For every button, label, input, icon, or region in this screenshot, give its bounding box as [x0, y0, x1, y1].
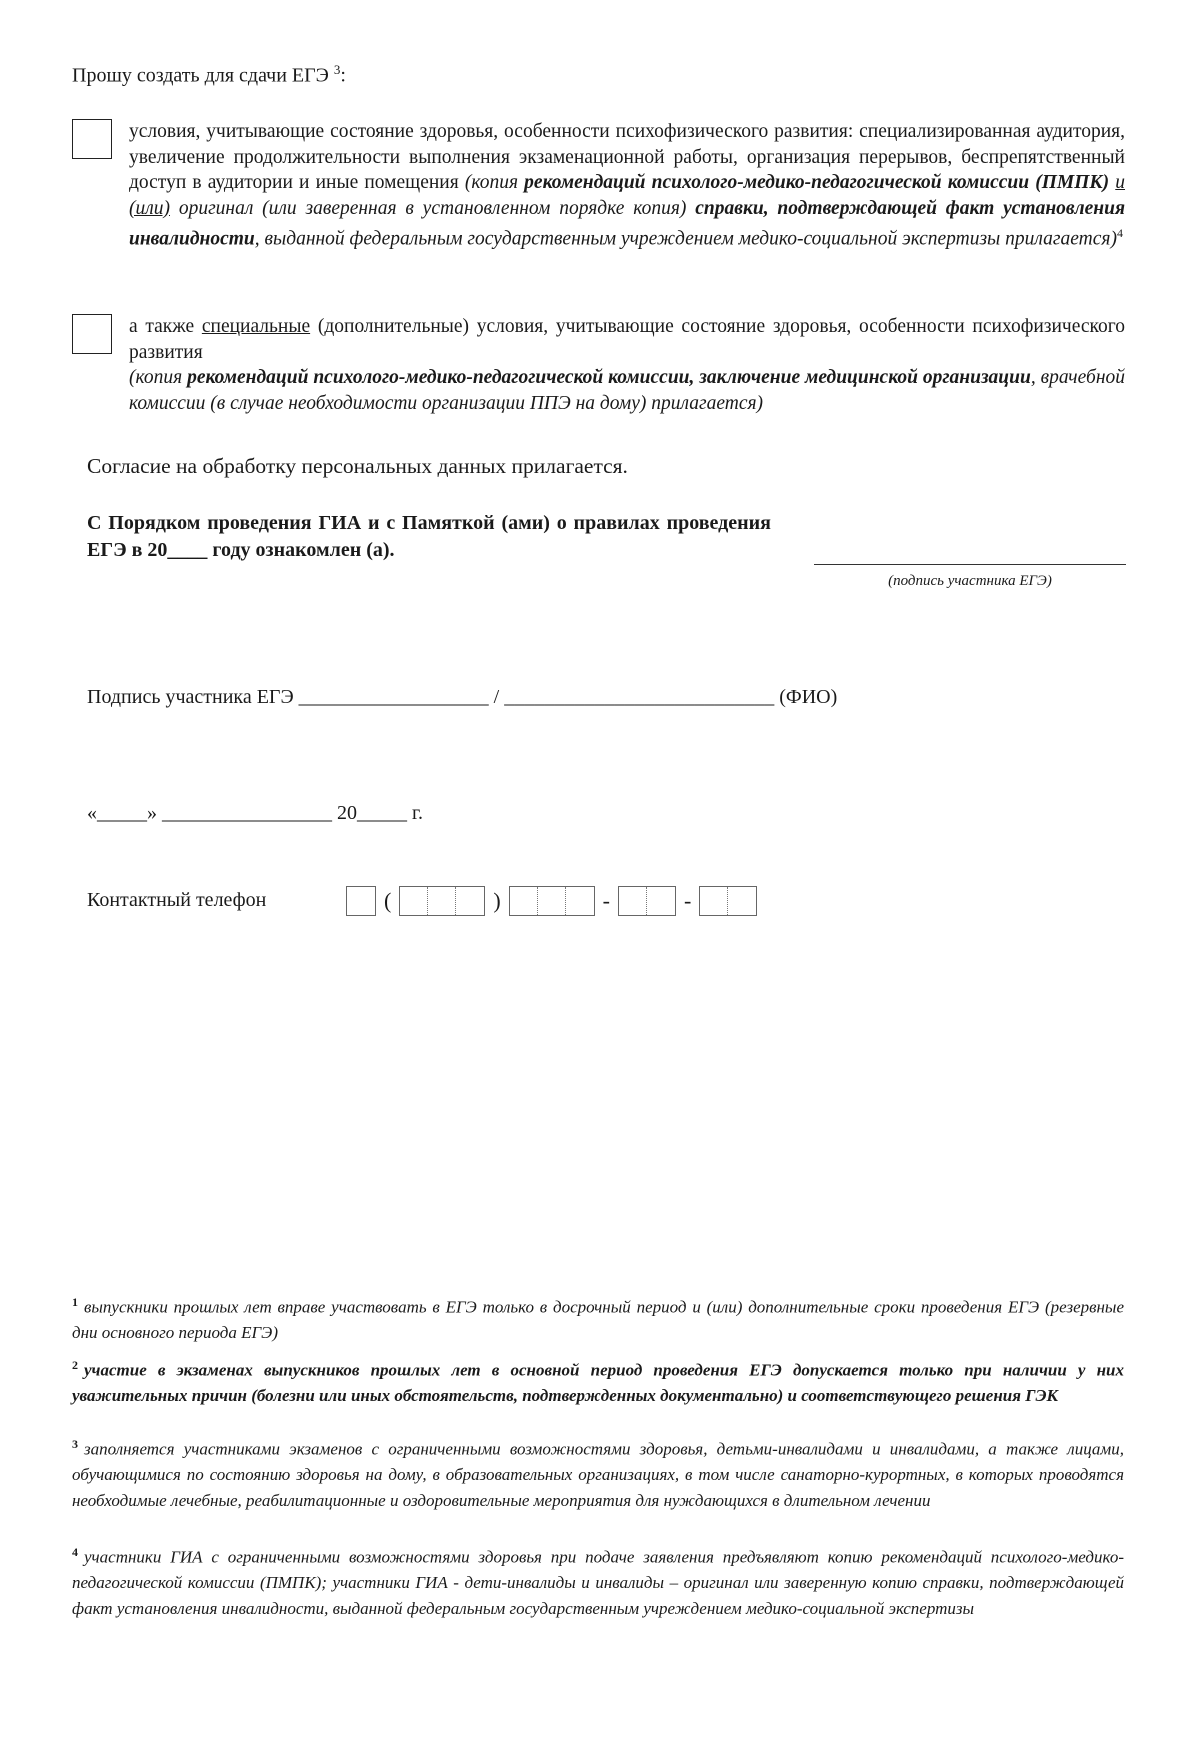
phone-close-paren: ): [493, 888, 501, 913]
option2-special-word: специальные: [201, 316, 311, 337]
request-heading-text: Прошу создать для сдачи ЕГЭ: [72, 64, 334, 87]
footnote-4: [72, 1540, 1124, 1621]
footnote-1-text: выпускники прошлых лет вправе участвовать в ЕГЭ только в досрочный период и (или) дополнительные сроки проведения ЕГЭ (резервные дни основного периода ЕГЭ): [72, 1297, 1124, 1343]
participant-signature-field[interactable]: Подпись участника ЕГЭ ___________________ / ___________________________ (ФИО): [87, 686, 838, 708]
signature-line[interactable]: [814, 564, 1126, 565]
option1-and-or: и (или): [129, 172, 1126, 219]
footnote-2: [72, 1353, 1124, 1409]
signature-caption: (подпись участника ЕГЭ): [888, 573, 1052, 589]
phone-dash-2: -: [683, 888, 692, 913]
option1-footnote-ref: 4: [1116, 226, 1123, 240]
option2-copy-open: (копия: [129, 367, 188, 388]
footnote-1: [72, 1290, 1124, 1346]
option1-disability-certificate: справки, подтверждающей факт установления инвалидности: [129, 197, 1125, 250]
option1-conditions-text: условия, учитывающие состояние здоровья, особенности психофизического развития: специализированная аудитория, увеличение продолжительности выполнения экзаменационной работы, организация перерывов, беспрепятственный доступ в аудитории и иные помещения: [129, 121, 1125, 193]
phone-part-3[interactable]: [699, 886, 757, 916]
request-heading-footnote-ref: 3: [333, 62, 341, 77]
option2-start: а также: [129, 316, 202, 337]
phone-area-code[interactable]: [399, 886, 485, 916]
option1-pmpk-recommendations: рекомендаций психолого-медико-педагогической комиссии (ПМПК): [524, 172, 1110, 193]
request-heading: [72, 62, 346, 88]
health-conditions-checkbox[interactable]: [72, 119, 112, 159]
footnote-3-number: 3: [72, 1437, 78, 1451]
footnote-4-number: 4: [72, 1545, 78, 1559]
footnote-4-text: участники ГИА с ограниченными возможностями здоровья при подаче заявления предъявляют копию рекомендаций психолого-медико-педагогической комиссии (ПМПК); участники ГИА - дети-инвалиды и инвалиды – оригинал или заверенную копию справки, подтверждающей факт установления инвалидности, выданной федеральным государственным учреждением медико-социальной экспертизы: [72, 1547, 1124, 1618]
option1-certified-copy: оригинал (или заверенная в установленном порядке копия): [170, 197, 696, 219]
consent-statement: Согласие на обработку персональных данных прилагается.: [87, 454, 628, 478]
footnote-1-number: 1: [72, 1295, 78, 1309]
option1-tail: , выданной федеральным государственным учреждением медико-социальной экспертизы прилагается): [254, 228, 1117, 250]
phone-part-2[interactable]: [618, 886, 676, 916]
phone-input-group[interactable]: [346, 885, 757, 917]
phone-label: Контактный телефон: [87, 889, 267, 911]
phone-open-paren: (: [384, 888, 392, 913]
request-heading-colon: :: [340, 64, 346, 87]
phone-country-code[interactable]: [346, 886, 376, 916]
footnote-2-text: участие в экзаменах выпускников прошлых лет в основной период проведения ЕГЭ допускается только при наличии у них уважительных причин (болезни или иных обстоятельств, подтвержденных документально) и соответствующего решения ГЭК: [72, 1360, 1124, 1406]
date-field[interactable]: «_____» _________________ 20_____ г.: [87, 802, 423, 824]
option1-copy-open: (копия: [464, 172, 525, 193]
option2-recommendations: рекомендаций психолого-медико-педагогической комиссии, заключение медицинской организации: [187, 367, 1031, 388]
acknowledgement-statement: С Порядком проведения ГИА и с Памяткой (ами) о правилах проведения ЕГЭ в 20____ году ознакомлен (а).: [87, 512, 771, 561]
footnote-3: [72, 1432, 1124, 1513]
phone-part-1[interactable]: [509, 886, 595, 916]
footnote-3-text: заполняется участниками экзаменов с ограниченными возможностями здоровья, детьми-инвалидами и инвалидами, а также лицами, обучающимися по состоянию здоровья на дому, в образовательных организациях, в том числе санаторно-курортных, в которых проводятся необходимые лечебные, реабилитационные и оздоровительные мероприятия для нуждающихся в длительном лечении: [72, 1439, 1124, 1510]
option2-tail: , врачебной комиссии (в случае необходимости организации ППЭ на дому) прилагается): [129, 367, 1125, 414]
special-conditions-option: [129, 314, 1125, 416]
phone-dash-1: -: [602, 888, 610, 913]
option2-rest: (дополнительные) условия, учитывающие состояние здоровья, особенности психофизического развития: [129, 316, 1126, 363]
footnote-2-number: 2: [72, 1358, 78, 1372]
special-conditions-checkbox[interactable]: [72, 314, 112, 354]
health-conditions-option: [129, 119, 1125, 252]
